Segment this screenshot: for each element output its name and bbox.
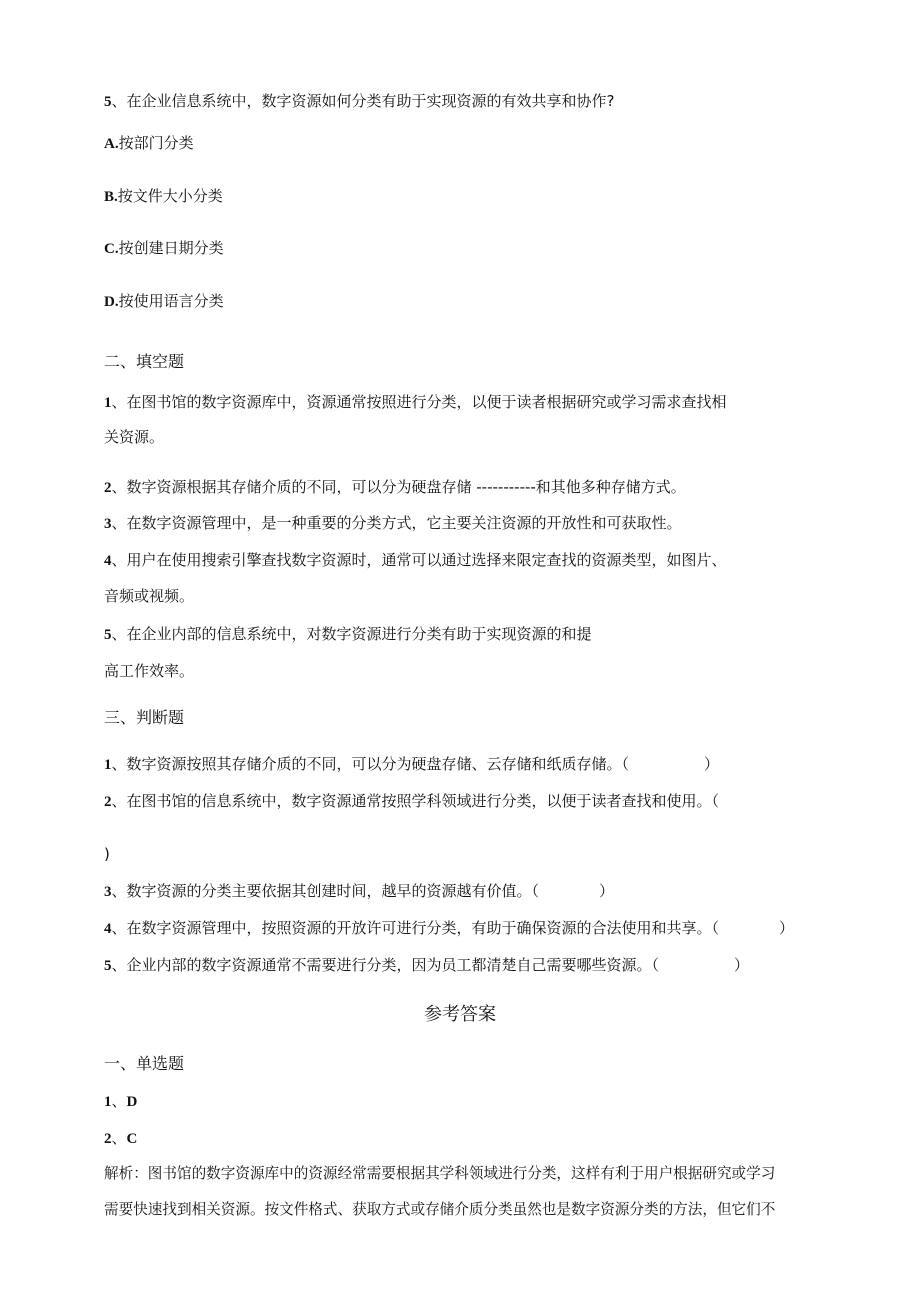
fill-item-4-cont: 音频或视频。	[104, 587, 195, 605]
item-text: 、数字资源的分类主要依据其创建时间，越早的资源越有价值。（ ）	[111, 882, 615, 900]
option-letter: C.	[104, 241, 119, 257]
option-text: 按使用语言分类	[118, 292, 224, 310]
option-letter: B.	[104, 189, 118, 205]
fill-item-1	[104, 392, 727, 413]
judge-item-4	[104, 918, 794, 939]
option-text: 按创建日期分类	[118, 239, 224, 257]
item-number: 4	[104, 921, 112, 937]
item-number: 2	[104, 480, 112, 496]
item-number: 1	[104, 1094, 112, 1110]
item-separator: 、	[111, 1092, 127, 1110]
question-text: 、在企业信息系统中，数字资源如何分类有助于实现资源的有效共享和协作?	[111, 92, 615, 110]
judge-item-2	[104, 791, 719, 812]
fill-item-5-cont: 高工作效率。	[104, 662, 195, 680]
fill-item-1-cont: 关资源。	[104, 428, 165, 446]
item-text: 、用户在使用搜索引擎查找数字资源时，通常可以通过选择来限定查找的资源类型，如图片、	[111, 551, 727, 569]
option-a	[104, 133, 194, 154]
judge-item-1	[104, 754, 719, 775]
option-b	[104, 186, 223, 207]
item-text: 、数字资源按照其存储介质的不同，可以分为硬盘存储、云存储和纸质存储。（ ）	[111, 755, 720, 773]
judge-item-2-cont: )	[104, 845, 110, 863]
item-text: 、在图书馆的数字资源库中，资源通常按照进行分类，以便于读者根据研究或学习需求查找相	[111, 393, 727, 411]
question-5	[104, 91, 614, 112]
item-number: 1	[104, 395, 112, 411]
item-text: 、数字资源根据其存储介质的不同，可以分为硬盘存储 -----------和其他多种存储方式。	[111, 478, 686, 496]
item-number: 4	[104, 553, 112, 569]
item-number: 2	[104, 794, 112, 810]
judge-section-heading: 三、判断题	[104, 708, 185, 727]
item-number: 1	[104, 757, 112, 773]
item-text: 、在企业内部的信息系统中，对数字资源进行分类有助于实现资源的和提	[111, 625, 592, 643]
fill-item-5	[104, 624, 592, 645]
option-letter: D.	[104, 294, 119, 310]
option-d	[104, 291, 224, 312]
fill-item-2	[104, 477, 686, 498]
answer-value: C	[126, 1131, 138, 1147]
explanation-line-1: 解析：图书馆的数字资源库中的资源经常需要根据其学科领域进行分类，这样有利于用户根据研究或学习	[104, 1165, 776, 1182]
fill-section-heading: 二、填空题	[104, 352, 185, 371]
fill-item-3	[104, 513, 682, 534]
item-text: 、在数字资源管理中，是一种重要的分类方式，它主要关注资源的开放性和可获取性。	[111, 514, 682, 532]
explanation-line-2: 需要快速找到相关资源。按文件格式、获取方式或存储介质分类虽然也是数字资源分类的方法，但它们不	[104, 1201, 776, 1218]
item-number: 5	[104, 627, 112, 643]
option-text: 按部门分类	[118, 134, 194, 152]
fill-item-4	[104, 550, 727, 571]
answer-item-2	[104, 1128, 137, 1149]
option-letter: A.	[104, 136, 119, 152]
answer-item-1	[104, 1091, 137, 1112]
item-text: 、在图书馆的信息系统中，数字资源通常按照学科领域进行分类，以便于读者查找和使用。（	[111, 792, 720, 810]
item-separator: 、	[111, 1129, 127, 1147]
item-text: 、在数字资源管理中，按照资源的开放许可进行分类，有助于确保资源的合法使用和共享。（ ）	[111, 919, 795, 937]
answers-heading: 一、单选题	[104, 1054, 185, 1073]
item-number: 5	[104, 958, 112, 974]
item-text: 、企业内部的数字资源通常不需要进行分类，因为员工都清楚自己需要哪些资源。（ ）	[111, 956, 750, 974]
answer-value: D	[126, 1094, 138, 1110]
option-text: 按文件大小分类	[117, 187, 223, 205]
answers-title: 参考答案	[424, 1004, 496, 1025]
judge-item-5	[104, 955, 749, 976]
question-number: 5	[104, 94, 112, 110]
judge-item-3	[104, 881, 614, 902]
option-c	[104, 238, 224, 259]
item-number: 3	[104, 884, 112, 900]
item-number: 2	[104, 1131, 112, 1147]
item-number: 3	[104, 516, 112, 532]
